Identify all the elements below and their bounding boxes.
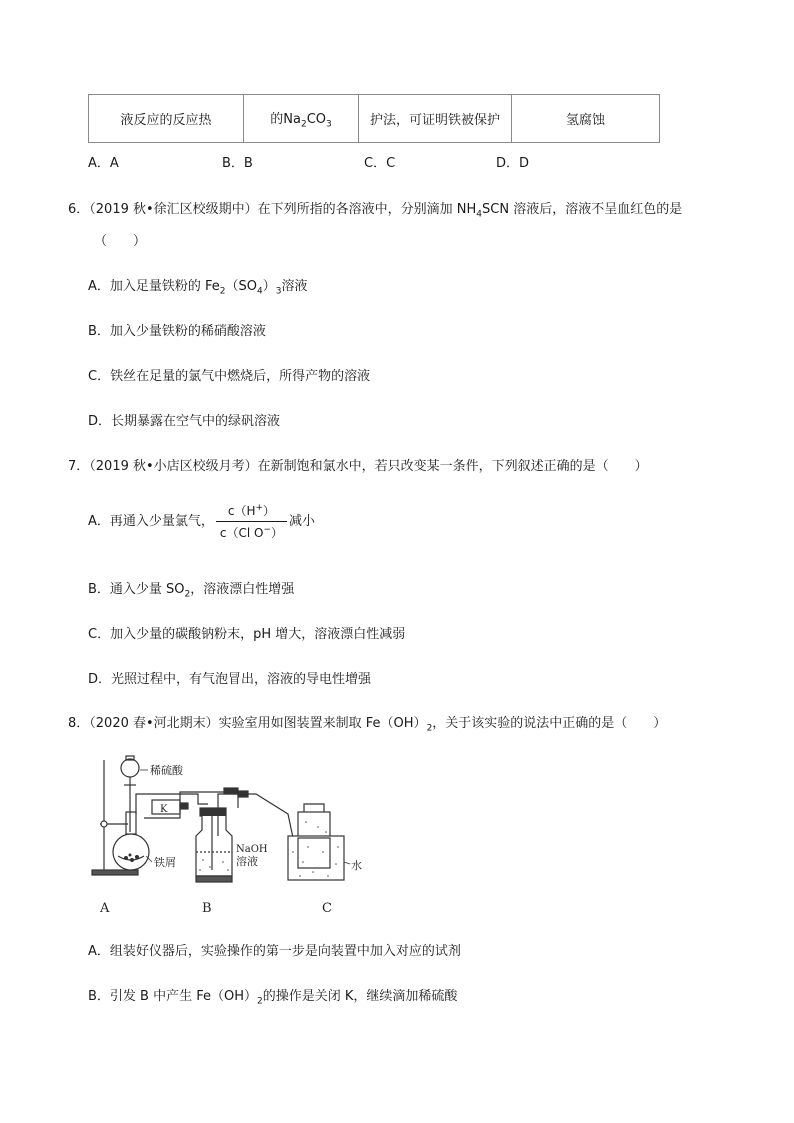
- answer-table: [88, 94, 660, 143]
- table-cell: 的$Na_2CO_3$: [244, 95, 359, 143]
- fraction-numerator: c（H+）: [216, 502, 287, 522]
- option-a-suffix: 减小: [289, 514, 316, 529]
- option-a: A．A: [88, 156, 119, 171]
- option-a-prefix: A．再通入少量氯气，: [88, 514, 214, 529]
- question-8-option-b: B．引发 B 中产生 $Fe(OH)_2$的操作是关闭 K，继续滴加稀硫酸: [88, 989, 458, 1007]
- question-7-option-a: [88, 502, 315, 541]
- question-6-option-b: B．加入少量铁粉的稀硝酸溶液: [88, 324, 266, 339]
- stopper-b: [200, 808, 226, 816]
- label-naoh: NaOH: [236, 844, 268, 855]
- option-d: D．D: [496, 156, 530, 171]
- label-a: A: [100, 901, 110, 916]
- question-6-option-a: A．加入足量铁粉的 $Fe_2(SO_4)_3$溶液: [88, 279, 308, 297]
- flask: [113, 834, 149, 870]
- label-k: K: [160, 804, 168, 815]
- question-6-option-c: C．铁丝在足量的氯气中燃烧后，所得产物的溶液: [88, 369, 371, 384]
- question-7-option-c: C．加入少量的碳酸钠粉末，pH 增大，溶液漂白性减弱: [88, 627, 406, 642]
- question-7-option-b: B．通入少量 $SO_2$，溶液漂白性增强: [88, 582, 295, 600]
- label-water: 水: [351, 859, 362, 872]
- label-solution: 溶液: [236, 855, 258, 868]
- question-7-stem: 7．（2019 秋•小店区校级月考）在新制饱和氯水中，若只改变某一条件，下列叙述正确的是（ ）: [68, 459, 648, 474]
- label-acid: 稀硫酸: [150, 764, 183, 777]
- table-cell: 护法，可证明铁被保护: [359, 95, 512, 143]
- question-7-option-d: D．光照过程中，有气泡冒出，溶液的导电性增强: [88, 672, 372, 687]
- stand-base: [92, 870, 138, 875]
- option-c: C．C: [364, 156, 396, 171]
- question-8-stem: 8．（2020 春•河北期末）实验室用如图装置来制取 $Fe(OH)_2$，关于该实验的说法中正确的是（ ）: [68, 716, 667, 734]
- question-6-option-d: D．长期暴露在空气中的绿矾溶液: [88, 414, 281, 429]
- question-6-stem: 6．（2019 秋•徐汇区校级期中）在下列所指的各溶液中，分别滴加 $NH_4SCN$ 溶液后，溶液不呈血红色的是: [68, 202, 683, 220]
- option-b: B．B: [222, 156, 253, 171]
- fraction: [216, 502, 287, 541]
- table-cell: 氢腐蚀: [512, 95, 660, 143]
- label-c: C: [322, 901, 332, 916]
- bottle-b: [196, 816, 232, 876]
- table-cell: 液反应的反应热: [89, 95, 244, 143]
- label-iron: 铁屑: [154, 856, 176, 869]
- question-8-option-a: A．组装好仪器后，实验操作的第一步是向装置中加入对应的试剂: [88, 944, 461, 959]
- question-6-paren: （ ）: [94, 234, 147, 249]
- dropping-funnel: [121, 759, 139, 777]
- label-b: B: [202, 901, 212, 916]
- apparatus-figure: [88, 752, 368, 922]
- fraction-denominator: c（Cl O−）: [219, 525, 284, 540]
